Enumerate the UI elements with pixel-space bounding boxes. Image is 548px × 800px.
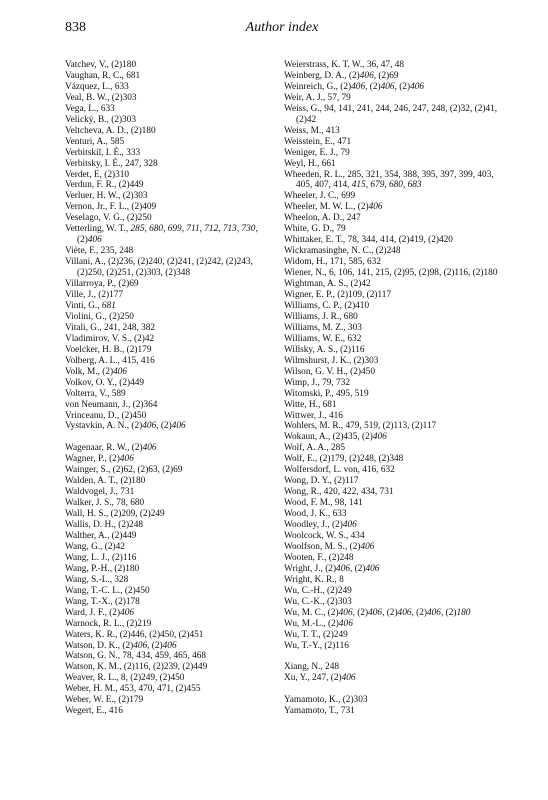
- index-entry: Wang, T.-X., (2)178: [65, 596, 140, 607]
- index-entry: Vázquez, L., 633: [65, 81, 129, 92]
- index-entry: Weiss, G., 94, 141, 241, 244, 246, 247, 248, (2)32, (2)41, (2)42: [284, 103, 498, 125]
- index-entry: Villarroya, P., (2)69: [65, 279, 139, 290]
- running-title: Author index: [245, 20, 319, 35]
- index-entry: Willsky, A. S., (2)116: [284, 344, 365, 355]
- index-entry: Walther, A., (2)449: [65, 530, 137, 541]
- index-entry: Wood, F. M., 98, 141: [284, 498, 363, 509]
- index-entry: Weir, A. J., 57, 79: [284, 92, 351, 103]
- index-entry: Wang, S.-L., 328: [65, 574, 129, 585]
- index-entry: Weisstein, E., 471: [284, 136, 352, 147]
- index-column-right: [284, 60, 502, 717]
- index-entry: von Neumann, J., (2)364: [65, 399, 158, 410]
- index-entry: Viète, F., 235, 248: [65, 246, 134, 257]
- index-entry: Williams, J. R., 680: [284, 311, 358, 322]
- index-entry: Volk, M., (2)406: [65, 366, 128, 377]
- index-entry: Velický, B., (2)303: [65, 114, 137, 125]
- index-entry: Weierstrass, K. T. W., 36, 47, 48: [284, 60, 405, 70]
- index-entry: Volberg, A. L., 415, 416: [65, 355, 155, 366]
- index-entry: Vatchev, V., (2)180: [65, 60, 137, 70]
- index-entry: Xiang, N., 248: [284, 662, 340, 673]
- index-entry: Wright, J., (2)406, (2)406: [284, 563, 380, 574]
- index-entry: Wu, M. C., (2)406, (2)406, (2)406, (2)406, (2)180: [284, 607, 471, 618]
- index-entry: Wong, D. Y., (2)117: [284, 476, 359, 487]
- index-entry: Watson, D. K., (2)406, (2)406: [65, 640, 177, 651]
- index-entry: Ward, J. F., (2)406: [65, 607, 135, 618]
- index-entry: Witomski, P., 495, 519: [284, 388, 369, 399]
- index-entry: Ville, J., (2)177: [65, 290, 124, 301]
- index-entry: Wang, T.-C. L., (2)450: [65, 585, 150, 596]
- index-entry: Weiss, M., 413: [284, 125, 340, 136]
- index-entry: Wu, T.-Y., (2)116: [284, 640, 349, 651]
- index-entry: Wegert, E., 416: [65, 706, 123, 717]
- index-entry: Woolcock, W. S., 434: [284, 530, 365, 541]
- index-entry: Wolfersdorf, L. von, 416, 632: [284, 465, 395, 476]
- index-entry: Wightman, A. S., (2)42: [284, 279, 371, 290]
- index-entry: Vernon, Jr., F. L., (2)409: [65, 202, 157, 213]
- index-entry: Wheeler, J. C., 699: [284, 191, 356, 202]
- index-entry: Weinreich, G., (2)406, (2)406, (2)406: [284, 81, 425, 92]
- index-entry: Wang, L. J., (2)116: [65, 552, 137, 563]
- index-entry: Woolfson, M. S., (2)406: [284, 541, 375, 552]
- index-entry: Wang, P.-H., (2)180: [65, 563, 140, 574]
- index-entry: Wu, T. T., (2)249: [284, 629, 348, 640]
- index-entry: Vetterling, W. T., 285, 680, 699, 711, 712, 713, 730, (2)406: [65, 224, 258, 246]
- index-entry: Wimp, J., 79, 732: [284, 377, 350, 388]
- index-entry: Wong, R., 420, 422, 434, 731: [284, 487, 394, 498]
- index-entry: Wagenaar, R. W., (2)406: [65, 443, 157, 454]
- index-entry: Wheeden, R. L., 285, 321, 354, 388, 395, 397, 399, 403, 405, 407, 414, 415, 679, 680, 683: [284, 169, 494, 191]
- letter-group-gap: [284, 651, 502, 662]
- index-entry: Vega, L., 633: [65, 103, 115, 114]
- index-entry: Wheelon, A. D., 247: [284, 213, 361, 224]
- index-entry: Wu, C.-H., (2)249: [284, 585, 352, 596]
- index-entry: Vaughan, R. C., 681: [65, 70, 141, 81]
- index-entry: Woodley, J., (2)406: [284, 520, 357, 531]
- index-entry: Widom, H., 171, 585, 632: [284, 257, 381, 268]
- index-entry: Weyl, H., 661: [284, 158, 336, 169]
- index-entry: Williams, M. Z., 303: [284, 322, 362, 333]
- index-entry: White, G. D., 79: [284, 224, 346, 235]
- index-entry: Weinberg, D. A., (2)406, (2)69: [284, 70, 399, 81]
- index-entry: Watson, G. N., 78, 434, 459, 465, 468: [65, 651, 207, 662]
- index-entry: Wilmshurst, J. K., (2)303: [284, 355, 379, 366]
- index-entry: Verbitskiĭ, I. È., 333: [65, 147, 141, 158]
- index-entry: Verluer, H. W., (2)303: [65, 191, 148, 202]
- index-entry: Wooten, F., (2)248: [284, 552, 354, 563]
- index-entry: Wittwer, J., 416: [284, 410, 343, 421]
- index-entry: Wiener, N., 6, 106, 141, 215, (2)95, (2)98, (2)116, (2)180: [284, 268, 498, 279]
- index-entry: Wilson, G. V. H., (2)450: [284, 366, 375, 377]
- index-entry: Wigner, E. P., (2)109, (2)117: [284, 290, 392, 301]
- index-entry: Warnock, R. L., (2)219: [65, 618, 152, 629]
- index-entry: Verbitsky, I. È., 247, 328: [65, 158, 158, 169]
- index-entry: Wu, C.-K., (2)303: [284, 596, 352, 607]
- index-entry: Wokaun, A., (2)435, (2)406: [284, 432, 387, 443]
- index-entry: Waldvogel, J., 731: [65, 487, 135, 498]
- index-entry: Volkov, O. Y., (2)449: [65, 377, 145, 388]
- index-entry: Walker, J. S., 78, 680: [65, 498, 145, 509]
- page-header: [65, 20, 499, 38]
- index-entry: Wu, M.-L., (2)406: [284, 618, 353, 629]
- index-entry: Wright, K. R., 8: [284, 574, 344, 585]
- index-entry: Yamamoto, T., 731: [284, 706, 355, 717]
- index-entry: Wallis, D. H., (2)248: [65, 520, 144, 531]
- index-entry: Vladimirov, V. S., (2)42: [65, 333, 155, 344]
- index-entry: Wall, H. S., (2)209, (2)249: [65, 509, 165, 520]
- page-number: 838: [65, 20, 86, 35]
- index-entry: Vrinceanu, D., (2)450: [65, 410, 147, 421]
- index-entry: Watson, K. M., (2)116, (2)239, (2)449: [65, 662, 208, 673]
- index-entry: Weber, H. M., 453, 470, 471, (2)455: [65, 684, 201, 695]
- index-entry: Villani, A., (2)236, (2)240, (2)241, (2)242, (2)243, (2)250, (2)251, (2)303, (2)348: [65, 257, 253, 279]
- index-entry: Wang, G., (2)42: [65, 541, 125, 552]
- index-entry: Williams, W. E., 632: [284, 333, 362, 344]
- index-entry: Wickramasinghe, N. C., (2)248: [284, 246, 401, 257]
- index-entry: Weniger, E. J., 79: [284, 147, 350, 158]
- index-entry: Wood, J. K., 633: [284, 509, 347, 520]
- index-entry: Whittaker, E. T., 78, 344, 414, (2)419, (2)420: [284, 235, 453, 246]
- index-entry: Veselago, V. G., (2)250: [65, 213, 152, 224]
- index-entry: Verdet, E, (2)310: [65, 169, 130, 180]
- index-entry: Waters, K. R., (2)446, (2)450, (2)451: [65, 629, 204, 640]
- index-entry: Voelcker, H. B., (2)179: [65, 344, 152, 355]
- index-entry: Vitali, G., 241, 248, 382: [65, 322, 156, 333]
- letter-group-gap: [65, 432, 277, 443]
- index-entry: Williams, C. P., (2)410: [284, 300, 370, 311]
- index-entry: Xu, Y., 247, (2)406: [284, 673, 356, 684]
- index-entry: Veal, B. W., (2)303: [65, 92, 137, 103]
- index-entry: Verdun, F. R., (2)449: [65, 180, 144, 191]
- letter-group-gap: [284, 684, 502, 695]
- index-entry: Veltcheva, A. D., (2)180: [65, 125, 156, 136]
- index-entry: Walden, A. T., (2)180: [65, 476, 146, 487]
- index-entry: Witte, H., 681: [284, 399, 337, 410]
- index-entry: Weber, W. E., (2)179: [65, 695, 144, 706]
- index-entry: Yamamoto, K., (2)303: [284, 695, 368, 706]
- index-entry: Wainger, S., (2)62, (2)63, (2)69: [65, 465, 183, 476]
- index-entry: Vystavkin, A. N., (2)406, (2)406: [65, 421, 186, 432]
- index-entry: Wheeler, M. W. L., (2)406: [284, 202, 383, 213]
- index-entry: Volterra, V., 589: [65, 388, 126, 399]
- index-entry: Venturi, A., 585: [65, 136, 125, 147]
- index-entry: Wagner, P., (2)406: [65, 454, 134, 465]
- index-entry: Wohlers, M. R., 479, 519, (2)113, (2)117: [284, 421, 437, 432]
- index-entry: Wolf, A. A., 285: [284, 443, 345, 454]
- index-column-left: [65, 60, 277, 717]
- index-entry: Vinti, G., 681: [65, 300, 116, 311]
- index-entry: Wolf, E., (2)179, (2)248, (2)348: [284, 454, 404, 465]
- index-entry: Weaver, R. L., 8, (2)249, (2)450: [65, 673, 185, 684]
- index-entry: Violini, G., (2)250: [65, 311, 134, 322]
